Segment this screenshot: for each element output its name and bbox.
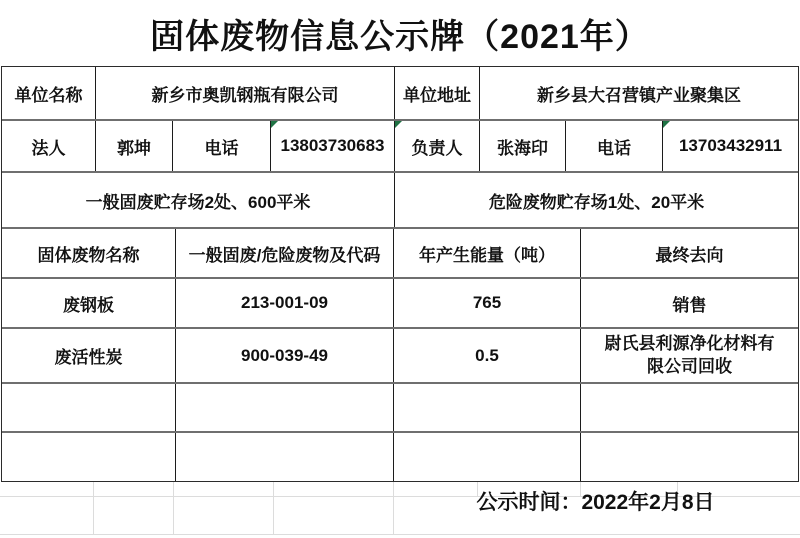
unit-name-cell[interactable]: 新乡市奥凯钢瓶有限公司	[95, 67, 394, 119]
waste-amount-cell[interactable]: 0.5	[393, 329, 580, 382]
gridline	[273, 482, 274, 496]
waste-code-cell[interactable]: 213-001-09	[175, 279, 393, 327]
legal-phone-label-cell[interactable]: 电话	[172, 121, 270, 171]
waste-row-empty	[2, 431, 798, 481]
waste-destination-cell[interactable]	[580, 433, 798, 481]
waste-row-empty	[2, 382, 798, 431]
unit-addr-cell[interactable]: 新乡县大召营镇产业聚集区	[479, 67, 798, 119]
waste-amount-cell[interactable]	[393, 384, 580, 431]
gridline	[273, 497, 274, 534]
gridline	[173, 482, 174, 496]
waste-destination-cell[interactable]	[580, 329, 798, 382]
unit-name-label-cell[interactable]: 单位名称	[14, 85, 83, 105]
header-annual-amount[interactable]: 年产生能量（吨）	[393, 229, 580, 277]
waste-code-cell[interactable]	[175, 433, 393, 481]
general-storage-cell[interactable]: 一般固废贮存场2处、600平米	[85, 192, 311, 212]
waste-destination-cell[interactable]: 销售	[580, 279, 798, 327]
header-waste-name[interactable]: 固体废物名称	[37, 245, 140, 265]
waste-code-cell[interactable]	[175, 384, 393, 431]
waste-destination-text: 尉氏县利源净化材料有限公司回收	[604, 334, 775, 376]
waste-code-cell[interactable]: 900-039-49	[175, 329, 393, 382]
gridline	[93, 482, 94, 496]
legal-label-cell[interactable]: 法人	[31, 138, 66, 158]
page-title: 固体废物信息公示牌（2021年）	[150, 17, 650, 56]
waste-amount-cell[interactable]: 765	[393, 279, 580, 327]
waste-name-cell[interactable]	[2, 384, 175, 431]
hazard-storage-cell[interactable]: 危险废物贮存场1处、20平米	[394, 173, 798, 227]
manager-label-cell[interactable]: 负责人	[394, 121, 479, 171]
waste-name-cell[interactable]: 废活性炭	[54, 348, 123, 367]
legal-name-cell[interactable]: 郭坤	[95, 121, 172, 171]
waste-amount-cell[interactable]	[393, 433, 580, 481]
manager-name-cell[interactable]: 张海印	[479, 121, 565, 171]
gridline	[93, 497, 94, 534]
waste-name-cell[interactable]	[2, 433, 175, 481]
waste-row	[2, 277, 798, 327]
unit-addr-label-cell[interactable]: 单位地址	[394, 67, 479, 119]
legal-phone-cell[interactable]: 13803730683	[270, 121, 394, 171]
row-storage	[2, 171, 798, 227]
notice-board-table	[1, 66, 799, 482]
gridline	[173, 497, 174, 534]
manager-phone-label-cell[interactable]: 电话	[565, 121, 662, 171]
waste-destination-cell[interactable]	[580, 384, 798, 431]
waste-row	[2, 327, 798, 382]
publish-time-cell[interactable]: 公示时间：2022年2月8日	[476, 491, 715, 514]
row-contacts	[2, 119, 798, 171]
manager-phone-cell[interactable]: 13703432911	[662, 121, 798, 171]
header-destination[interactable]: 最终去向	[580, 229, 798, 277]
waste-header-row	[2, 227, 798, 277]
waste-name-cell[interactable]: 废钢板	[63, 295, 114, 315]
header-waste-code[interactable]: 一般固废/危险废物及代码	[175, 229, 393, 277]
sheet-bottom-area	[0, 482, 800, 538]
row-unit-info	[2, 67, 798, 119]
